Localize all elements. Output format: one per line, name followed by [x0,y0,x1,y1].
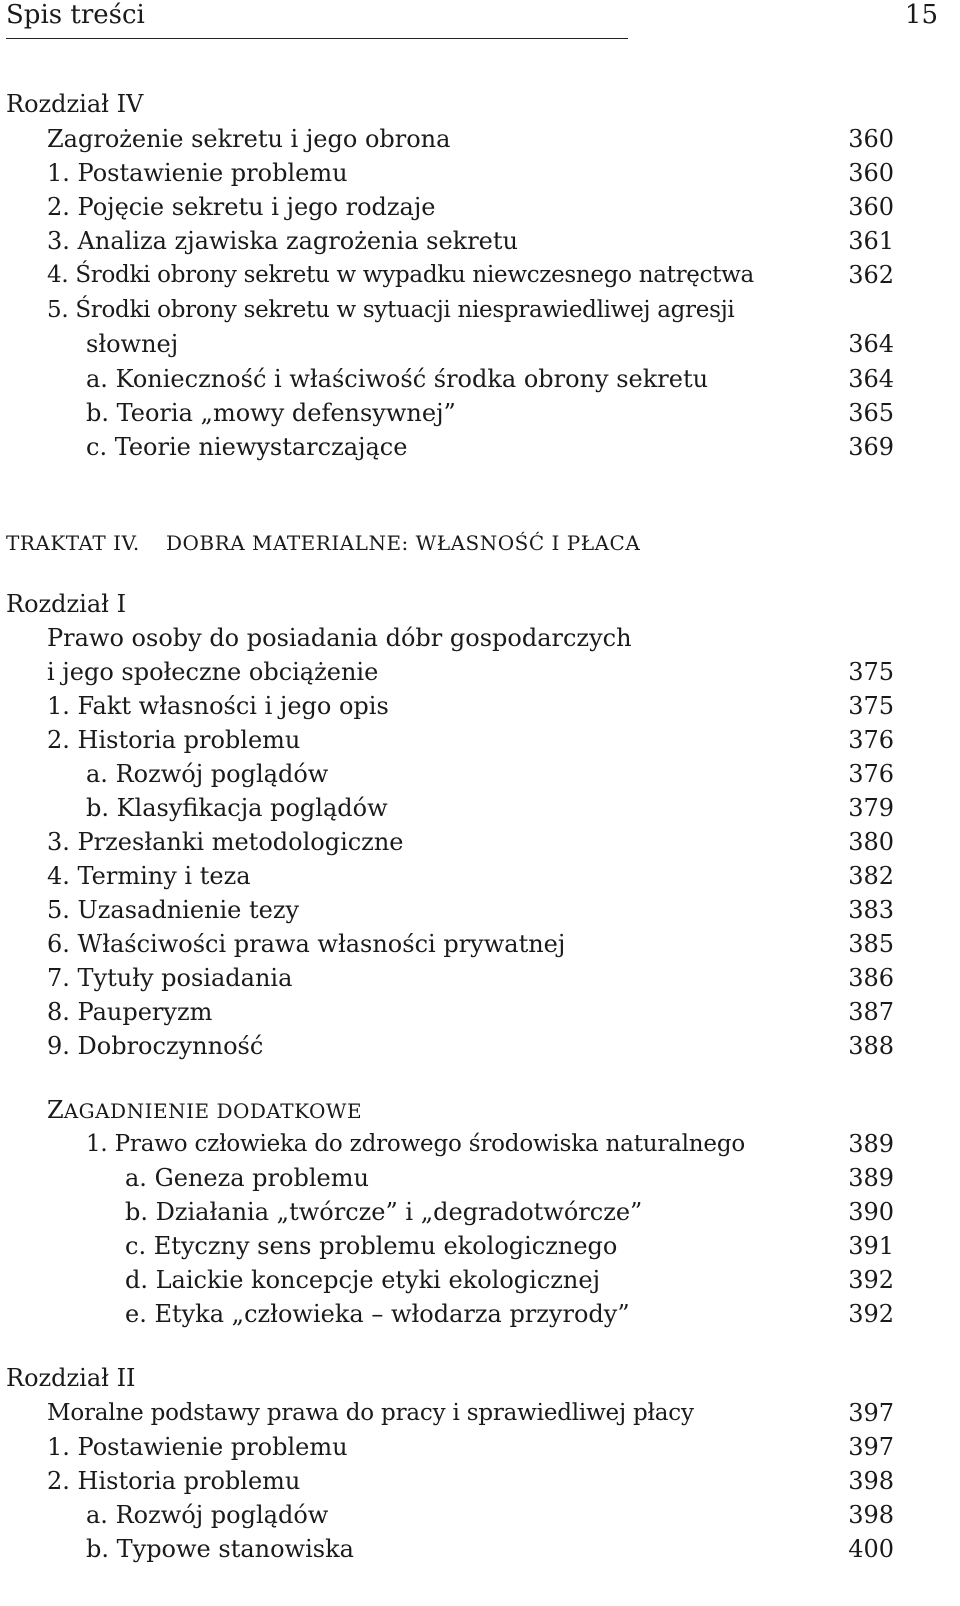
toc-page: 364 [848,330,894,358]
toc-page: 398 [848,1467,894,1495]
toc-entry: 1. Postawienie problemu 360 [0,156,960,190]
toc-entry: 4. Terminy i teza 382 [0,859,960,893]
toc-page: 360 [848,193,894,221]
toc-page: 398 [848,1501,894,1529]
toc-entry: 8. Pauperyzm 387 [0,995,960,1029]
toc-subentry: d. Laickie koncepcje etyki ekologicznej 392 [0,1263,960,1297]
toc-entry: 2. Historia problemu 398 [0,1464,960,1498]
header-rule [6,38,628,39]
toc-entry: 1. Prawo człowieka do zdrowego środowiska naturalnego 389 [0,1127,960,1161]
toc-page: 391 [848,1232,894,1260]
toc-entry: 4. Środki obrony sekretu w wypadku niewczesnego natręctwa 362 [0,258,960,292]
toc-entry: 2. Historia problemu 376 [0,723,960,757]
toc-page: 369 [848,433,894,461]
toc-subentry: c. Teorie niewystarczające 369 [0,430,960,464]
toc-page: 380 [848,828,894,856]
toc-page: 365 [848,399,894,427]
toc-entry: 3. Przesłanki metodologiczne 380 [0,825,960,859]
toc-entry: Moralne podstawy prawa do pracy i sprawiedliwej płacy 397 [0,1396,960,1430]
page-header [6,0,938,40]
chapter-heading: Rozdział I [6,590,127,618]
toc-subentry: a. Geneza problemu 389 [0,1161,960,1195]
toc-entry-continuation: i jego społeczne obciążenie 375 [0,655,960,689]
chapter-heading: Rozdział IV [6,90,144,118]
toc-subentry: a. Rozwój poglądów 376 [0,757,960,791]
toc-page: 376 [848,760,894,788]
toc-page: 392 [848,1266,894,1294]
toc-subentry: e. Etyka „człowieka – włodarza przyrody” 392 [0,1297,960,1331]
toc-page: 360 [848,159,894,187]
toc-page: 361 [848,227,894,255]
toc-page: 389 [848,1164,894,1192]
toc-page: 382 [848,862,894,890]
toc-page: 386 [848,964,894,992]
toc-entry: 1. Fakt własności i jego opis 375 [0,689,960,723]
toc-entry: 6. Właściwości prawa własności prywatnej 385 [0,927,960,961]
toc-entry: 7. Tytuły posiadania 386 [0,961,960,995]
toc-subentry: b. Teoria „mowy defensywnej” 365 [0,396,960,430]
toc-page: 379 [848,794,894,822]
toc-entry: Prawo osoby do posiadania dóbr gospodarczych [47,624,632,652]
treatise-label: TRAKTAT IV. [6,531,140,555]
toc-subentry: a. Rozwój poglądów 398 [0,1498,960,1532]
toc-entry: 2. Pojęcie sekretu i jego rodzaje 360 [0,190,960,224]
toc-entry: 5. Uzasadnienie tezy 383 [0,893,960,927]
toc-page: 397 [848,1433,894,1461]
toc-page: 389 [848,1130,894,1158]
page-number: 15 [904,0,938,30]
toc-page: 383 [848,896,894,924]
toc-page: 376 [848,726,894,754]
treatise-title: DOBRA MATERIALNE: WŁASNOŚĆ I PŁACA [166,531,641,555]
toc-entry: 3. Analiza zjawiska zagrożenia sekretu 361 [0,224,960,258]
toc-page: 375 [848,658,894,686]
running-title: Spis treści [6,0,145,30]
toc-page: 362 [848,261,894,289]
toc-subentry: c. Etyczny sens problemu ekologicznego 391 [0,1229,960,1263]
toc-page: 388 [848,1032,894,1060]
chapter-heading: Rozdział II [6,1364,136,1392]
toc-page: 385 [848,930,894,958]
treatise-heading [0,526,960,560]
toc-page: 375 [848,692,894,720]
toc-subentry: b. Działania „twórcze” i „degradotwórcze” 390 [0,1195,960,1229]
toc-entry: 1. Postawienie problemu 397 [0,1430,960,1464]
toc-page: 397 [848,1399,894,1427]
toc-entry-continuation: słownej 364 [0,327,960,361]
toc-subentry: a. Konieczność i właściwość środka obrony sekretu 364 [0,362,960,396]
toc-entry: Zagrożenie sekretu i jego obrona 360 [0,122,960,156]
toc-subentry: b. Typowe stanowiska 400 [0,1532,960,1566]
toc-entry: 9. Dobroczynność 388 [0,1029,960,1063]
toc-entry: 5. Środki obrony sekretu w sytuacji niesprawiedliwej agresji [47,297,735,323]
toc-page: 364 [848,365,894,393]
toc-page: 400 [848,1535,894,1563]
supplement-heading: ZAGADNIENIE DODATKOWE [47,1096,363,1124]
toc-subentry: b. Klasyfikacja poglądów 379 [0,791,960,825]
toc-page: 390 [848,1198,894,1226]
toc-page: 392 [848,1300,894,1328]
toc-page: 387 [848,998,894,1026]
toc-page: 360 [848,125,894,153]
